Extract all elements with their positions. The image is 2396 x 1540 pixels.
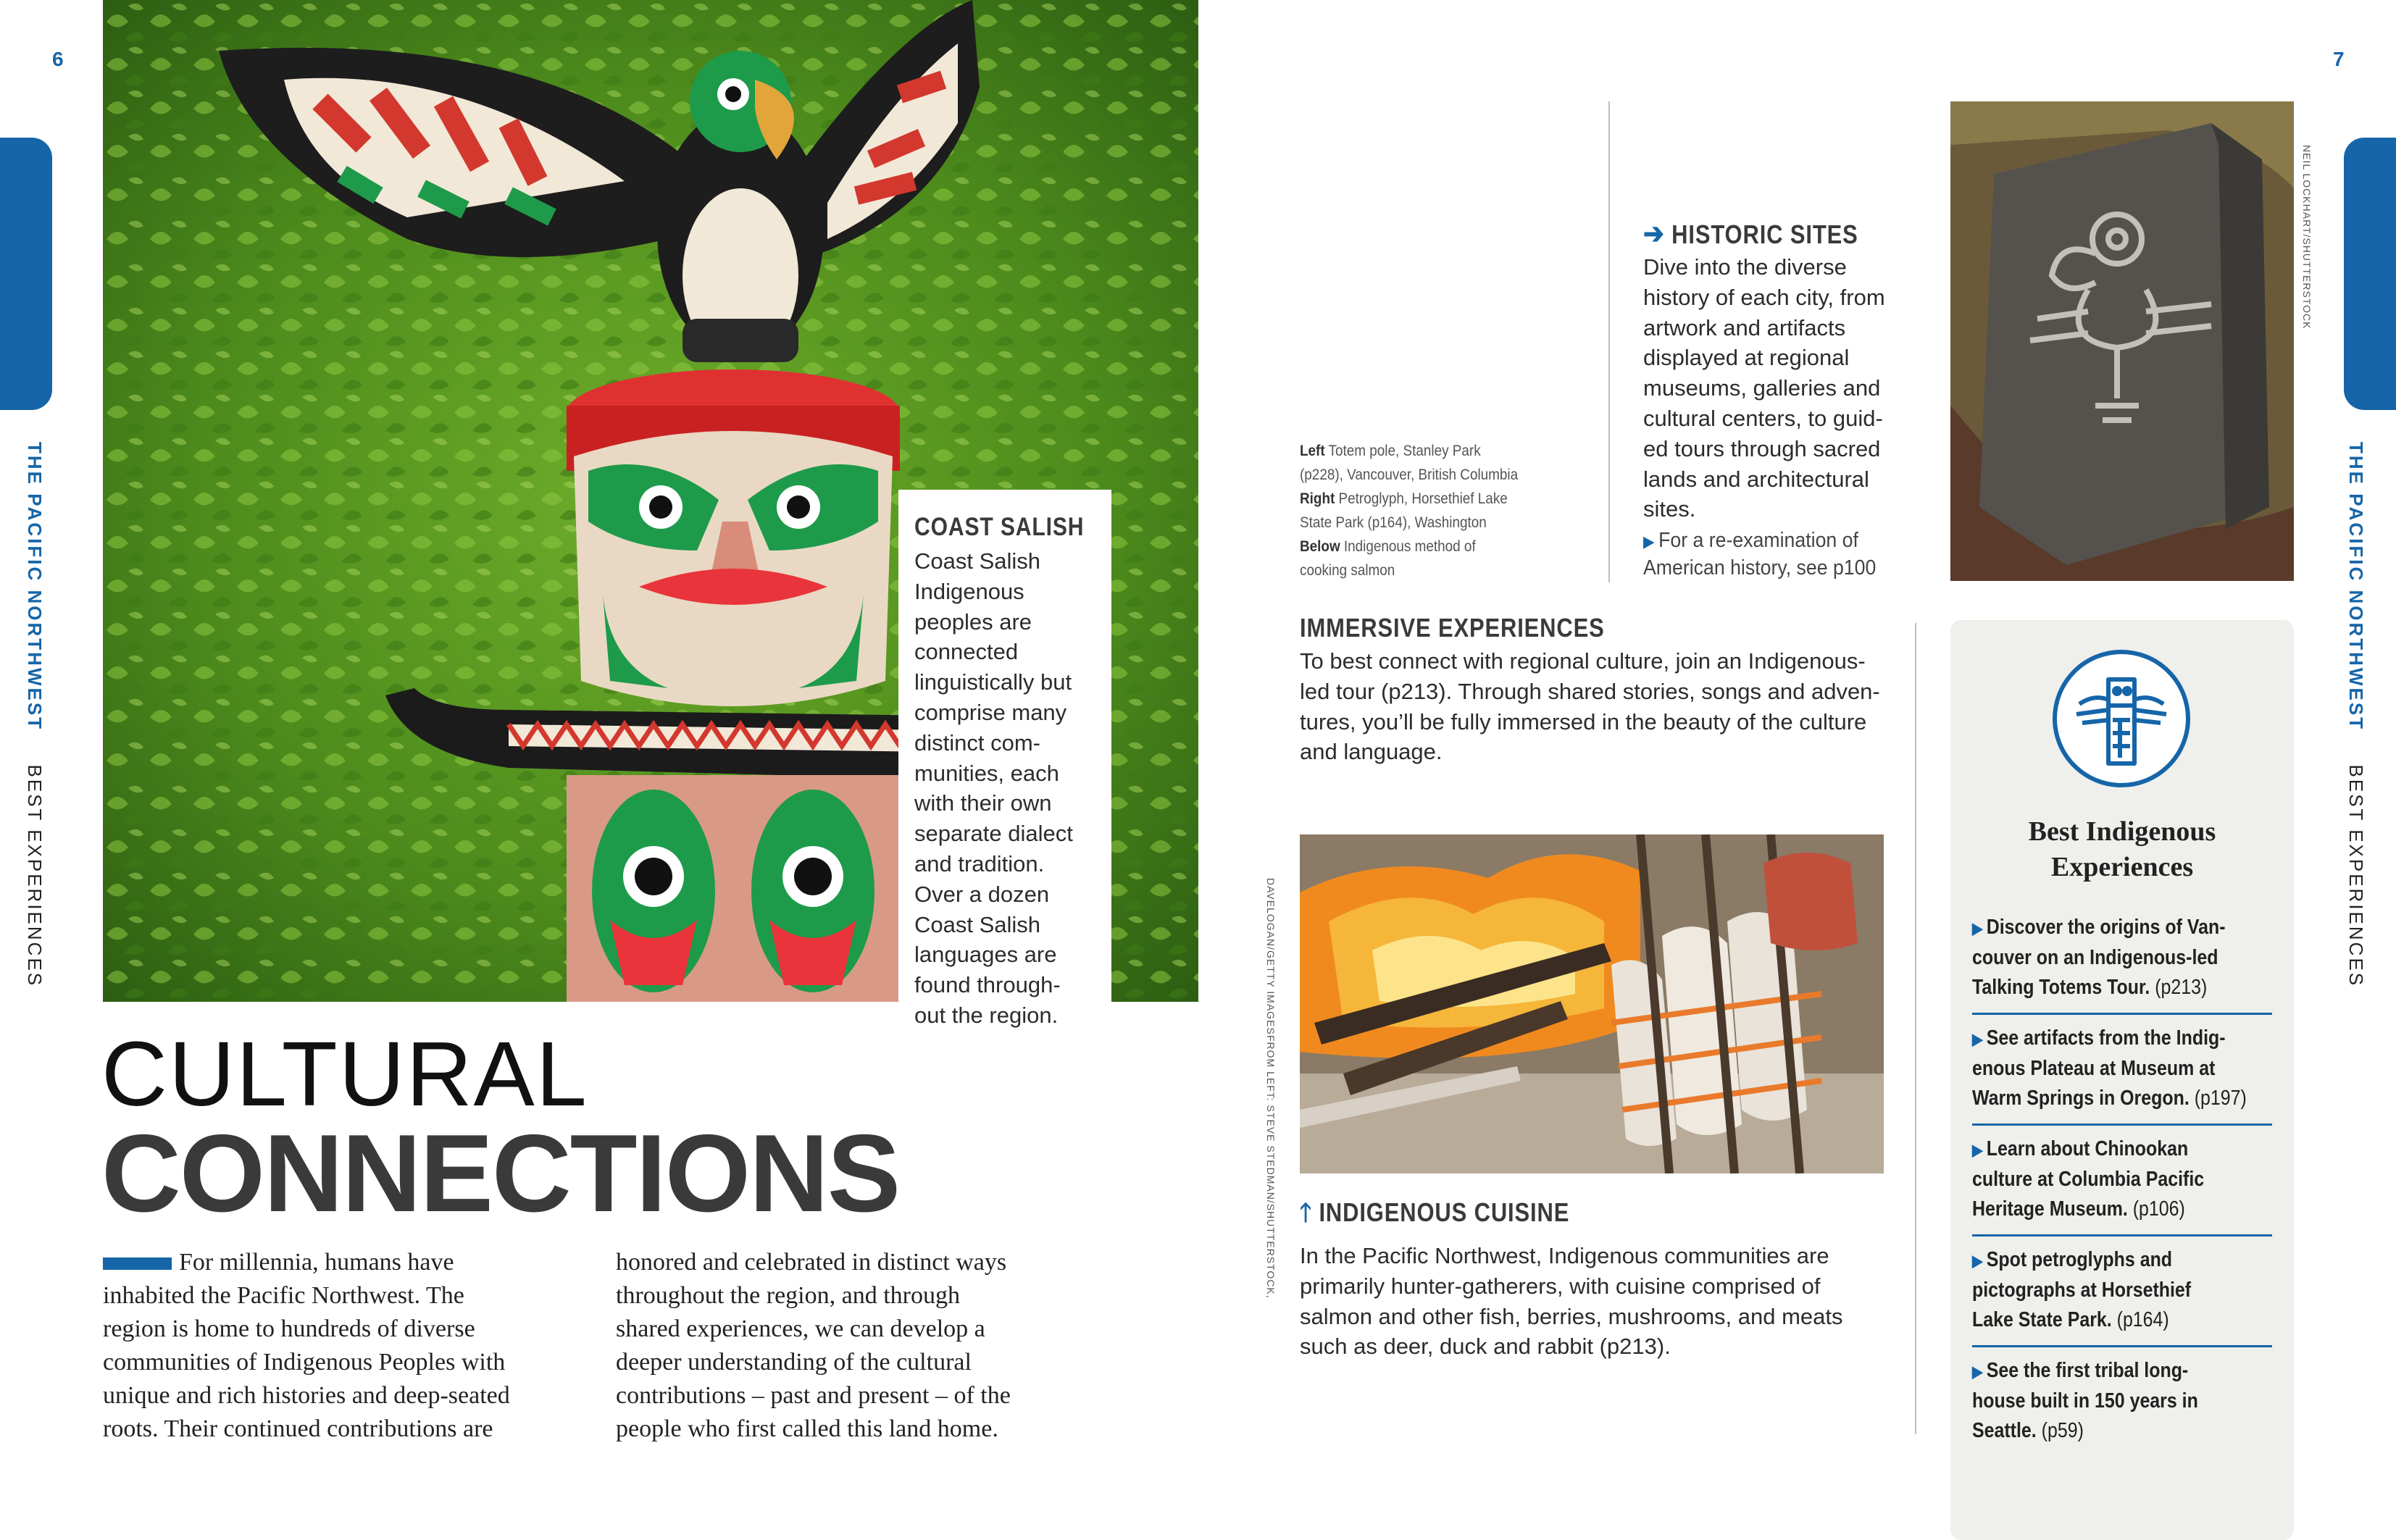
intro-line: honored and celebrated in distinct ways — [616, 1249, 1007, 1276]
immersive-heading: IMMERSIVE EXPERIENCES — [1300, 613, 1605, 643]
caption-line: State Park (p164), Washington — [1300, 514, 1487, 531]
intro-line: deeper understanding of the cultural — [616, 1349, 972, 1376]
coast-salish-line: distinct com- — [914, 729, 1040, 756]
cuisine-line: primarily hunter-gatherers, with cuisine comprised of — [1300, 1273, 1821, 1299]
intro-column-2 — [616, 1246, 1109, 1446]
intro-line: communities of Indigenous Peoples with — [103, 1349, 506, 1376]
salmon-cooking-photo — [1300, 834, 1884, 1173]
coast-salish-line: and tradition. — [914, 850, 1045, 876]
feature-title-line1: CULTURAL — [101, 1023, 588, 1125]
coast-salish-line: languages are — [914, 942, 1057, 968]
immersive-line: and language. — [1300, 739, 1443, 765]
intro-line: people who first called this land home. — [616, 1415, 998, 1442]
immersive-line: To best connect with regional culture, join an Indigenous- — [1300, 648, 1866, 674]
arrow-right-icon: ➔ — [1643, 218, 1665, 250]
divider-column — [1915, 623, 1916, 1434]
cuisine-section — [1300, 1194, 1901, 1362]
historic-sites-section — [1643, 217, 1948, 582]
cuisine-text — [1300, 1241, 1901, 1362]
best-indigenous-item — [1972, 904, 2272, 1015]
historic-sites-line: museums, galleries and — [1643, 375, 1881, 401]
best-indigenous-list — [1972, 904, 2272, 1456]
cuisine-heading-row — [1300, 1194, 1817, 1238]
best-indigenous-item-line: house built in 150 years in — [1972, 1389, 2198, 1413]
page-reference: (p213) — [2150, 976, 2208, 999]
historic-sites-heading: HISTORIC SITES — [1671, 219, 1858, 249]
caption-line: Right Petroglyph, Horsethief Lake — [1300, 490, 1508, 507]
immersive-line: tures, you’ll be fully immersed in the beauty of the culture — [1300, 708, 1867, 735]
triangle-icon: ▶ — [1972, 1363, 1983, 1381]
best-indigenous-panel — [1950, 620, 2294, 1540]
coast-salish-line: peoples are — [914, 608, 1032, 635]
page-number-right: 7 — [2333, 48, 2345, 70]
section-tab-left — [0, 138, 52, 410]
best-indigenous-item-line: couver on an Indigenous-led — [1972, 946, 2218, 969]
best-indigenous-item-line: ▶ See the first tribal long- — [1972, 1359, 2189, 1382]
triangle-icon: ▶ — [1972, 1141, 1983, 1159]
historic-sites-xref-line: American history, see p100 — [1643, 556, 1877, 580]
page-reference: (p197) — [2189, 1087, 2247, 1110]
intro-line: throughout the region, and through — [616, 1282, 960, 1309]
caption-line: (p228), Vancouver, British Columbia — [1300, 466, 1519, 483]
page-number-left: 6 — [52, 48, 64, 70]
best-indigenous-item-line: Lake State Park. (p164) — [1972, 1308, 2169, 1331]
running-head-section: THE PACIFIC NORTHWEST — [24, 442, 46, 732]
triangle-icon: ▶ — [1972, 1252, 1983, 1270]
best-indigenous-item-line: Heritage Museum. (p106) — [1972, 1197, 2185, 1221]
coast-salish-line: Coast Salish — [914, 548, 1041, 574]
historic-sites-line: displayed at regional — [1643, 345, 1850, 371]
historic-sites-heading-row — [1643, 217, 1905, 251]
best-indigenous-title — [1950, 814, 2294, 885]
section-tab-right — [2344, 138, 2396, 410]
coast-salish-sidebar — [898, 490, 1111, 1029]
best-indigenous-item-line: pictographs at Horsethief — [1972, 1279, 2192, 1302]
coast-salish-line: munities, each — [914, 760, 1059, 786]
best-indigenous-item — [1972, 1236, 2272, 1347]
intro-line: inhabited the Pacific Northwest. The — [103, 1282, 464, 1309]
photo-captions — [1300, 439, 1561, 582]
cuisine-heading: INDIGENOUS CUISINE — [1319, 1197, 1570, 1227]
running-head-chapter: BEST EXPERIENCES — [2345, 764, 2367, 988]
page-reference: (p59) — [2036, 1419, 2084, 1442]
triangle-icon: ▶ — [1972, 1030, 1983, 1048]
immersive-line: led tour (p213). Through shared stories, songs and adven- — [1300, 678, 1880, 704]
historic-sites-xref-line: ▶ For a re-examination of — [1643, 529, 1858, 553]
coast-salish-line: Coast Salish — [914, 911, 1041, 937]
best-indigenous-title-line2: Experiences — [2050, 852, 2194, 882]
intro-line: contributions – past and present – of the — [616, 1382, 1011, 1409]
running-head-chapter: BEST EXPERIENCES — [24, 764, 46, 988]
coast-salish-line: out the region. — [914, 1002, 1059, 1028]
running-head-section: THE PACIFIC NORTHWEST — [2345, 442, 2367, 732]
best-indigenous-item-line: ▶ Spot petroglyphs and — [1972, 1248, 2173, 1271]
coast-salish-line: Indigenous — [914, 578, 1024, 604]
historic-sites-line: artwork and artifacts — [1643, 314, 1846, 340]
cuisine-line: such as deer, duck and rabbit (p213). — [1300, 1334, 1671, 1360]
intro-line: For millennia, humans have — [179, 1249, 454, 1276]
salmon-photo-credit — [1265, 878, 1277, 1298]
feature-title-line2: CONNECTIONS — [101, 1112, 900, 1235]
historic-sites-line: cultural centers, to guid- — [1643, 405, 1883, 431]
immersive-text — [1300, 646, 1901, 767]
divider-historic — [1608, 101, 1610, 582]
petroglyph-photo — [1950, 101, 2294, 581]
intro-line: region is home to hundreds of diverse — [103, 1315, 475, 1342]
best-indigenous-item-line: culture at Columbia Pacific — [1972, 1168, 2205, 1191]
historic-sites-line: lands and architectural — [1643, 466, 1869, 492]
intro-line: unique and rich histories and deep-seated — [103, 1382, 510, 1409]
caption-label: Below — [1300, 538, 1340, 555]
salmon-photo-credit-line1: FROM LEFT: STEVE STEDMAN/SHUTTERSTOCK, — [1265, 1034, 1277, 1299]
best-indigenous-item-line: Seattle. (p59) — [1972, 1419, 2084, 1442]
caption-line: Below Indigenous method of — [1300, 538, 1476, 555]
petroglyph-photo-credit: NEIL LOCKHART/SHUTTERSTOCK — [2301, 145, 2313, 330]
caption-line: cooking salmon — [1300, 562, 1395, 579]
cuisine-line: salmon and other fish, berries, mushrooms, and meats — [1300, 1303, 1843, 1329]
coast-salish-heading: COAST SALISH — [914, 513, 1085, 541]
caption-line: Left Totem pole, Stanley Park — [1300, 443, 1481, 459]
historic-sites-line: Dive into the diverse — [1643, 254, 1847, 280]
running-head-left — [23, 442, 46, 987]
best-indigenous-item-line: ▶ Discover the origins of Van- — [1972, 916, 2226, 939]
arrow-up-icon: 🡑 — [1300, 1197, 1312, 1227]
best-indigenous-item-line: ▶ Learn about Chinookan — [1972, 1137, 2189, 1160]
triangle-icon: ▶ — [1972, 919, 1983, 937]
coast-salish-line: separate dialect — [914, 821, 1073, 847]
historic-sites-line: history of each city, from — [1643, 284, 1885, 310]
historic-sites-text — [1643, 252, 1948, 524]
cuisine-line: In the Pacific Northwest, Indigenous communities are — [1300, 1243, 1829, 1268]
totem-icon — [2050, 648, 2192, 793]
salmon-photo-credit-line2: DAVELOGAN/GETTY IMAGES — [1265, 878, 1277, 1035]
triangle-icon: ▶ — [1643, 532, 1655, 551]
page-reference: (p164) — [2111, 1308, 2169, 1331]
historic-sites-line: sites. — [1643, 496, 1696, 522]
coast-salish-line: comprise many — [914, 699, 1067, 725]
best-indigenous-item-line: Talking Totems Tour. (p213) — [1972, 976, 2208, 999]
coast-salish-line: connected — [914, 639, 1019, 665]
coast-salish-line: Over a dozen — [914, 881, 1050, 907]
page-reference: (p106) — [2127, 1197, 2185, 1221]
coast-salish-text — [914, 546, 1095, 1031]
intro-line: shared experiences, we can develop a — [616, 1315, 985, 1342]
coast-salish-line: linguistically but — [914, 669, 1072, 695]
best-indigenous-item — [1972, 1347, 2272, 1456]
historic-sites-xref — [1643, 527, 1923, 582]
best-indigenous-item-line: ▶ See artifacts from the Indig- — [1972, 1026, 2226, 1050]
best-indigenous-item — [1972, 1126, 2272, 1236]
caption-label: Right — [1300, 490, 1335, 507]
running-head-right — [2345, 442, 2367, 987]
best-indigenous-item-line: Warm Springs in Oregon. (p197) — [1972, 1087, 2247, 1110]
caption-label: Left — [1300, 443, 1325, 459]
historic-sites-line: ed tours through sacred — [1643, 435, 1881, 461]
best-indigenous-item — [1972, 1015, 2272, 1126]
intro-line: roots. Their continued contributions are — [103, 1415, 493, 1442]
coast-salish-line: with their own — [914, 790, 1052, 816]
best-indigenous-title-line1: Best Indigenous — [2028, 816, 2216, 847]
coast-salish-line: found through- — [914, 972, 1061, 998]
intro-column-1 — [103, 1246, 596, 1446]
immersive-section — [1300, 613, 1901, 767]
best-indigenous-item-line: enous Plateau at Museum at — [1972, 1057, 2216, 1080]
